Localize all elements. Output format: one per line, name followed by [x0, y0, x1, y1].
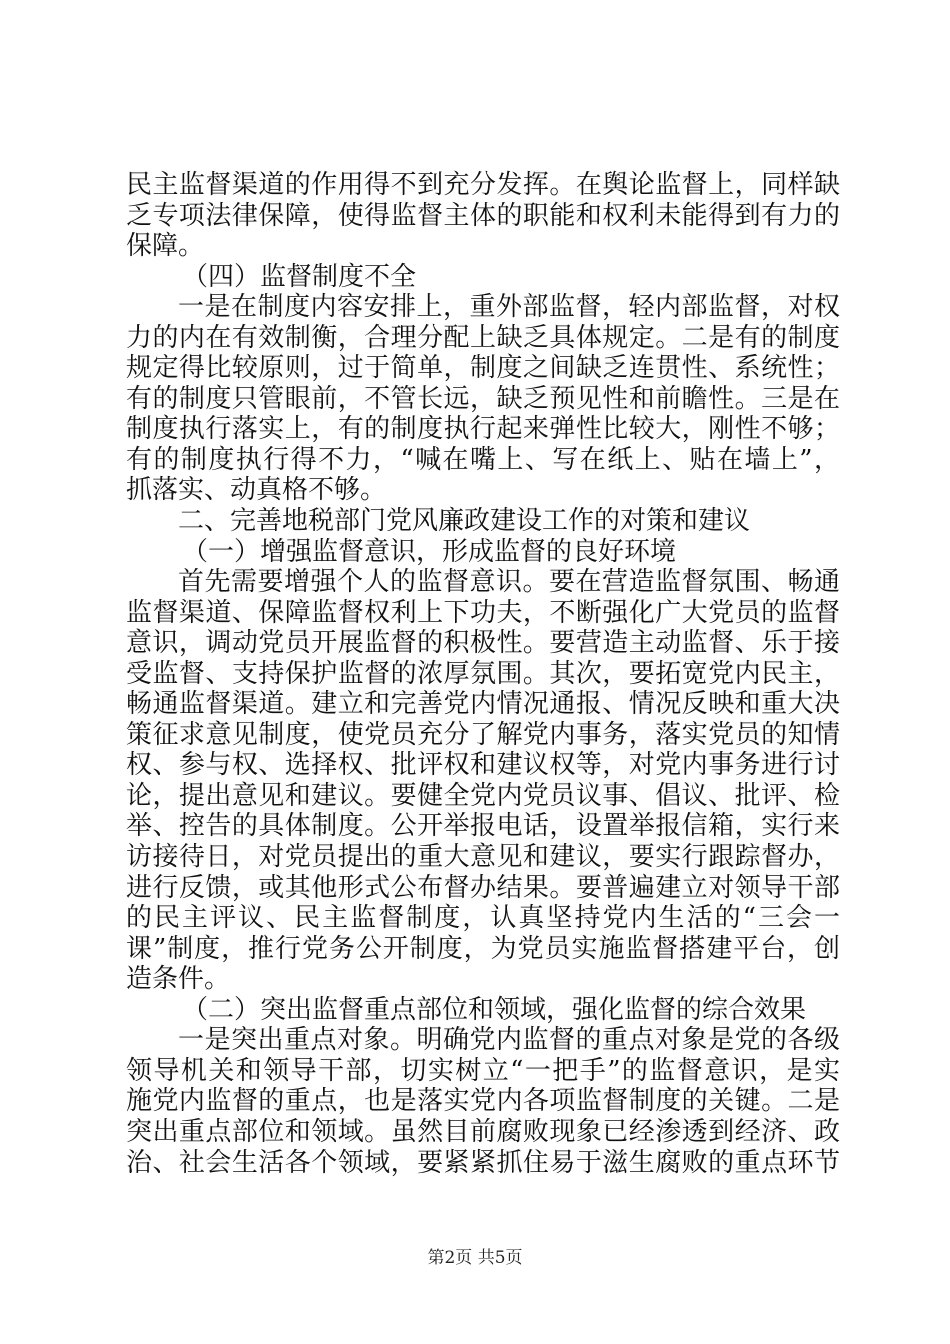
text-line: 有的制度执行得不力，“喊在嘴上、写在纸上、贴在墙上”，: [126, 444, 840, 475]
text-line: 意识，调动党员开展监督的积极性。要营造主动监督、乐于接: [126, 628, 840, 659]
text-line: 突出重点部位和领域。虽然目前腐败现象已经渗透到经济、政: [126, 1116, 840, 1147]
text-line: 论，提出意见和建议。要健全党内党员议事、倡议、批评、检: [126, 780, 840, 811]
text-line: 的民主评议、民主监督制度，认真坚持党内生活的“三会一: [126, 903, 840, 934]
text-line: 监督渠道、保障监督权利上下功夫，不断强化广大党员的监督: [126, 597, 840, 628]
text-line: 治、社会生活各个领域，要紧紧抓住易于滋生腐败的重点环节: [126, 1147, 840, 1178]
text-line: 领导机关和领导干部，切实树立“一把手”的监督意识，是实: [126, 1055, 840, 1086]
text-line: 乏专项法律保障，使得监督主体的职能和权利未能得到有力的: [126, 200, 840, 231]
text-line: 制度执行落实上，有的制度执行起来弹性比较大，刚性不够；: [126, 414, 840, 445]
text-line: 有的制度只管眼前，不管长远，缺乏预见性和前瞻性。三是在: [126, 383, 840, 414]
text-line: 受监督、支持保护监督的浓厚氛围。其次，要拓宽党内民主，: [126, 658, 840, 689]
text-line: 首先需要增强个人的监督意识。要在营造监督氛围、畅通: [178, 567, 840, 598]
text-line: 一是在制度内容安排上，重外部监督，轻内部监督，对权: [178, 292, 840, 323]
section-heading: （二）突出监督重点部位和领域，强化监督的综合效果: [182, 994, 807, 1025]
text-line: 造条件。: [126, 964, 231, 995]
text-line: 施党内监督的重点，也是落实党内各项监督制度的关键。二是: [126, 1086, 840, 1117]
text-line: 力的内在有效制衡，合理分配上缺乏具体规定。二是有的制度: [126, 322, 840, 353]
text-line: 民主监督渠道的作用得不到充分发挥。在舆论监督上，同样缺: [126, 170, 840, 200]
document-body: [126, 170, 840, 1178]
chapter-heading: 二、完善地税部门党风廉政建设工作的对策和建议: [178, 506, 751, 537]
section-heading: （四）监督制度不全: [182, 261, 417, 292]
text-line: 策征求意见制度，使党员充分了解党内事务，落实党员的知情: [126, 719, 840, 750]
text-line: 权、参与权、选择权、批评权和建议权等，对党内事务进行讨: [126, 750, 840, 781]
text-line: 访接待日，对党员提出的重大意见和建议，要实行跟踪督办，: [126, 842, 840, 873]
text-line: 保障。: [126, 231, 205, 262]
text-line: 规定得比较原则，过于简单，制度之间缺乏连贯性、系统性；: [126, 353, 840, 384]
text-line: 进行反馈，或其他形式公布督办结果。要普遍建立对领导干部: [126, 872, 840, 903]
text-line: 抓落实、动真格不够。: [126, 475, 387, 506]
text-line: 畅通监督渠道。建立和完善党内情况通报、情况反映和重大决: [126, 689, 840, 720]
section-heading: （一）增强监督意识，形成监督的良好环境: [182, 536, 677, 567]
text-line: 课”制度，推行党务公开制度，为党员实施监督搭建平台，创: [126, 933, 840, 964]
text-line: 一是突出重点对象。明确党内监督的重点对象是党的各级: [178, 1025, 840, 1056]
text-line: 举、控告的具体制度。公开举报电话，设置举报信箱，实行来: [126, 811, 840, 842]
page-number-footer: 第2页 共5页: [427, 1248, 523, 1268]
